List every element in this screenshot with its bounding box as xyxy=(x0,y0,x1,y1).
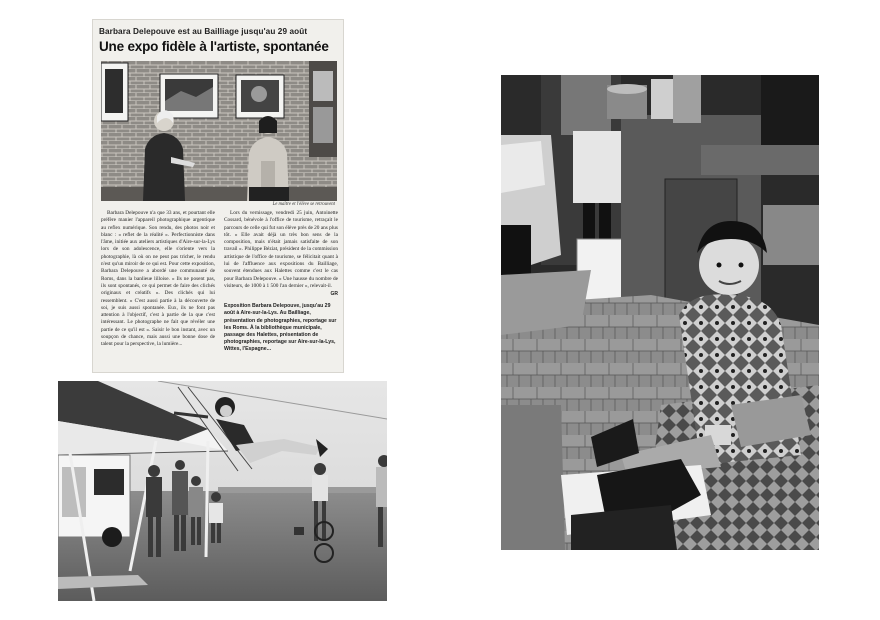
article-byline: GR xyxy=(330,291,338,298)
article-column-right xyxy=(224,210,338,353)
newspaper-clipping xyxy=(93,20,343,372)
article-text-right: Lors du vernissage, vendredi 25 juin, Antoinette Cossard, bénévole à l'office de tourisme, retraçait le parcours de celle qui fut son élève près de 20 ans plus tôt. « Elle avait déjà un très bon sens de la composition, mais n'était jamais satisfaite de son travail ». Philippe Béziat, président de la commission artistique de l'office de tourisme, se félicitait quant à lui de l'affluence aux expositions du Bailliage, souvent étendues aux Halettes comme c'est le cas pour Barbara Delepouve. « Une hausse du nombre de visiteurs, de 1000 à 1 500 l'an dernier », relevait-il. xyxy=(224,210,338,289)
article-kicker: Barbara Delepouve est au Bailliage jusqu'au 29 août xyxy=(99,27,308,36)
swing-photo xyxy=(58,381,387,601)
room-photo xyxy=(501,75,819,550)
photo-caption: Le maître et l'élève se retrouvent xyxy=(272,202,335,207)
article-headline: Une expo fidèle à l'artiste, spontanée xyxy=(99,39,329,54)
article-text-left: Barbara Delepouve n'a que 33 ans, et pourtant elle préfère manier l'appareil photographique argentique au reflex numérique. Son rendu, des photos noir et blanc : « reflet de la réalité ». Perfectionniste dans l'âme, initiée aux ateliers artistiques d'Aire-sur-la-Lys lors de son adolescence, elle s'oriente vers la photographie, là où on ne peut pas tricher, le rendu n'est qu'un miroir de ce qui est. Pour cette exposition, Barbara Delepouve a abordé une communauté de Roms, dans la banlieue lilloise. « Ils ne posent pas, ils sont spontanés, ce qui permet de faire des clichés originaux et créatifs ». Des clichés qui lui ressemblent. « C'est aussi partie à la découverte de soi, je suis aussi spontanée. Eux, ils ne font pas attention à l'objectif, c'est à partie de la que c'est intéressant. Le photographe ne fait que révéler une partie de ce qu'il est ». Saisir le bon instant, avec un soupçon de chance, mais aussi une bonne dose de talent pour la perspective, la lumière... xyxy=(101,210,215,348)
exhibition-info: Exposition Barbara Delepouve, jusqu'au 29 août à Aire-sur-la-Lys. Au Bailliage, présentation de photographies, reportage sur les Roms. À la bibliothèque municipale, passage des Halettes, présentation de photographies, reportage sur Aire-sur-la-Lys, Wittes, l'Espagne... xyxy=(224,303,337,353)
article-column-left xyxy=(101,210,215,349)
article-photo xyxy=(101,61,337,201)
